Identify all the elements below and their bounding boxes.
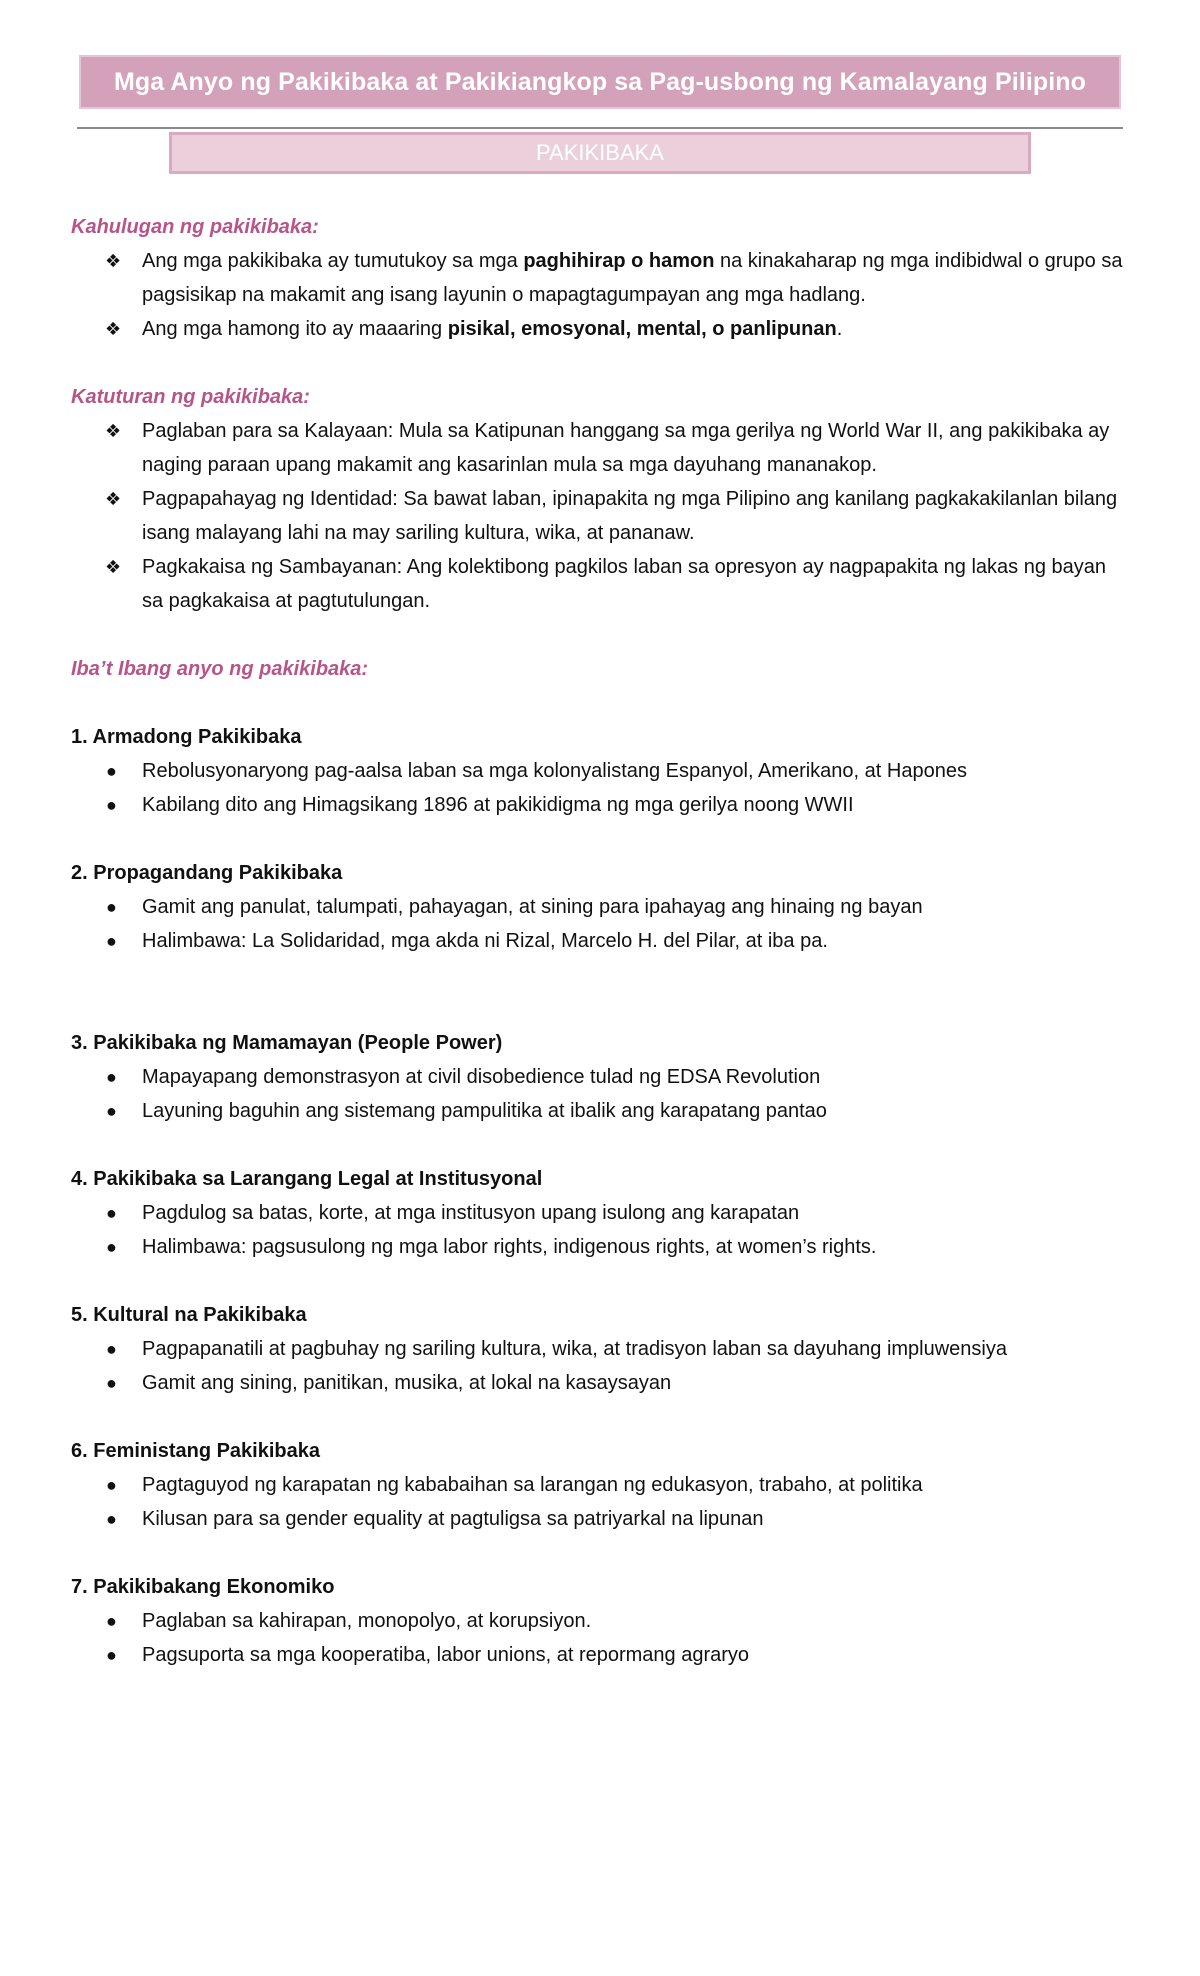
item-text: Pagkakaisa ng Sambayanan: Ang kolektibong pagkilos laban sa opresyon ay nagpapakita ng lakas ng bayan sa pagkakaisa at pagtutulungan. bbox=[142, 556, 1107, 612]
type-heading: 2. Propagandang Pakikibaka bbox=[71, 862, 343, 884]
item-text: Mapayapang demonstrasyon at civil disobedience tulad ng EDSA Revolution bbox=[142, 1066, 821, 1088]
dot-bullet-icon: ● bbox=[106, 931, 117, 951]
item-text: Halimbawa: La Solidaridad, mga akda ni Rizal, Marcelo H. del Pilar, at iba pa. bbox=[142, 930, 828, 952]
item-text: na kinakaharap ng mga indibidwal o grupo sa pagsisikap na makamit ang isang layunin o mapagtagumpayan ang mga hadlang. bbox=[142, 250, 1123, 306]
item-emphasis: pisikal, emosyonal, mental, o panlipunan bbox=[447, 318, 837, 340]
diamond-bullet-icon: ❖ bbox=[105, 489, 122, 509]
page-title-banner bbox=[79, 55, 1121, 109]
section-banner bbox=[169, 132, 1031, 174]
item-text: Ang mga pakikibaka ay tumutukoy sa mga bbox=[142, 250, 524, 272]
item-text: Paglaban sa kahirapan, monopolyo, at korupsiyon. bbox=[142, 1610, 592, 1632]
type-list bbox=[71, 890, 1131, 958]
dot-bullet-icon: ● bbox=[106, 1339, 117, 1359]
type-list bbox=[71, 1468, 1131, 1536]
list-item bbox=[106, 1230, 1131, 1264]
type-heading: 7. Pakikibakang Ekonomiko bbox=[71, 1576, 335, 1598]
list-item bbox=[106, 924, 1131, 958]
type-list bbox=[71, 1332, 1131, 1400]
item-text: Rebolusyonaryong pag-aalsa laban sa mga kolonyalistang Espanyol, Amerikano, at Hapones bbox=[142, 760, 967, 782]
diamond-bullet-icon: ❖ bbox=[105, 251, 122, 271]
item-text: Layuning baguhin ang sistemang pampulitika at ibalik ang karapatang pantao bbox=[142, 1100, 827, 1122]
list-item bbox=[106, 890, 1131, 924]
type-heading: 1. Armadong Pakikibaka bbox=[71, 726, 302, 748]
list-item bbox=[106, 1094, 1131, 1128]
list-item bbox=[106, 1468, 1131, 1502]
list-item bbox=[106, 1196, 1131, 1230]
list-item bbox=[106, 788, 1131, 822]
dot-bullet-icon: ● bbox=[106, 795, 117, 815]
section-banner-label: PAKIKIBAKA bbox=[536, 140, 664, 165]
item-text: Gamit ang panulat, talumpati, pahayagan, at sining para ipahayag ang hinaing ng bayan bbox=[142, 896, 923, 918]
item-text: . bbox=[836, 318, 843, 340]
dot-bullet-icon: ● bbox=[106, 1611, 117, 1631]
type-list bbox=[71, 754, 1131, 822]
list-item bbox=[105, 550, 1131, 618]
item-text: Kabilang dito ang Himagsikang 1896 at pakikidigma ng mga gerilya noong WWII bbox=[142, 794, 854, 816]
type-heading: 3. Pakikibaka ng Mamamayan (People Power) bbox=[71, 1032, 503, 1054]
page-title: Mga Anyo ng Pakikibaka at Pakikiangkop sa Pag-usbong ng Kamalayang Pilipino bbox=[113, 67, 1087, 96]
item-text: Paglaban para sa Kalayaan: Mula sa Katipunan hanggang sa mga gerilya ng World War II, ang pakikibaka ay naging paraan upang makamit ang kasarinlan mula sa mga dayuhang mananakop. bbox=[142, 420, 1110, 476]
list-item bbox=[106, 1332, 1131, 1366]
dot-bullet-icon: ● bbox=[106, 1203, 117, 1223]
katuturan-list bbox=[71, 414, 1131, 618]
katuturan-heading: Katuturan ng pakikibaka: bbox=[71, 386, 310, 408]
item-text: Ang mga hamong ito ay maaaring bbox=[142, 318, 448, 340]
anyo-heading: Iba’t Ibang anyo ng pakikibaka: bbox=[71, 658, 369, 680]
diamond-bullet-icon: ❖ bbox=[105, 421, 122, 441]
dot-bullet-icon: ● bbox=[106, 1645, 117, 1665]
item-text: Pagpapahayag ng Identidad: Sa bawat laban, ipinapakita ng mga Pilipino ang kanilang pagkakakilanlan bilang isang malayang lahi na may sariling kultura, wika, at pananaw. bbox=[142, 488, 1118, 544]
dot-bullet-icon: ● bbox=[106, 1237, 117, 1257]
item-text: Gamit ang sining, panitikan, musika, at lokal na kasaysayan bbox=[142, 1372, 672, 1394]
item-text: Pagdulog sa batas, korte, at mga institusyon upang isulong ang karapatan bbox=[142, 1202, 800, 1224]
kahulugan-list bbox=[71, 244, 1131, 346]
list-item bbox=[106, 1366, 1131, 1400]
diamond-bullet-icon: ❖ bbox=[105, 319, 122, 339]
type-list bbox=[71, 1196, 1131, 1264]
dot-bullet-icon: ● bbox=[106, 761, 117, 781]
list-item bbox=[106, 1638, 1131, 1672]
list-item bbox=[105, 312, 1131, 346]
type-list bbox=[71, 1060, 1131, 1128]
dot-bullet-icon: ● bbox=[106, 1509, 117, 1529]
list-item bbox=[105, 244, 1131, 312]
dot-bullet-icon: ● bbox=[106, 897, 117, 917]
dot-bullet-icon: ● bbox=[106, 1101, 117, 1121]
type-heading: 4. Pakikibaka sa Larangang Legal at Institusyonal bbox=[71, 1168, 543, 1190]
dot-bullet-icon: ● bbox=[106, 1373, 117, 1393]
list-item bbox=[106, 1604, 1131, 1638]
type-heading: 5. Kultural na Pakikibaka bbox=[71, 1304, 307, 1326]
list-item bbox=[106, 754, 1131, 788]
list-item bbox=[106, 1502, 1131, 1536]
divider-line bbox=[77, 127, 1123, 129]
item-text: Pagpapanatili at pagbuhay ng sariling kultura, wika, at tradisyon laban sa dayuhang impluwensiya bbox=[142, 1338, 1007, 1360]
item-text: Pagsuporta sa mga kooperatiba, labor unions, at repormang agraryo bbox=[142, 1644, 750, 1666]
item-text: Kilusan para sa gender equality at pagtuligsa sa patriyarkal na lipunan bbox=[142, 1508, 764, 1530]
kahulugan-heading: Kahulugan ng pakikibaka: bbox=[71, 216, 319, 238]
list-item bbox=[105, 482, 1131, 550]
item-text: Halimbawa: pagsusulong ng mga labor rights, indigenous rights, at women’s rights. bbox=[142, 1236, 877, 1258]
dot-bullet-icon: ● bbox=[106, 1067, 117, 1087]
dot-bullet-icon: ● bbox=[106, 1475, 117, 1495]
list-item bbox=[105, 414, 1131, 482]
type-list bbox=[71, 1604, 1131, 1672]
type-heading: 6. Feministang Pakikibaka bbox=[71, 1440, 320, 1462]
list-item bbox=[106, 1060, 1131, 1094]
item-emphasis: paghihirap o hamon bbox=[523, 250, 715, 272]
document-body bbox=[71, 210, 1131, 1672]
item-text: Pagtaguyod ng karapatan ng kababaihan sa larangan ng edukasyon, trabaho, at politika bbox=[142, 1474, 923, 1496]
diamond-bullet-icon: ❖ bbox=[105, 557, 122, 577]
